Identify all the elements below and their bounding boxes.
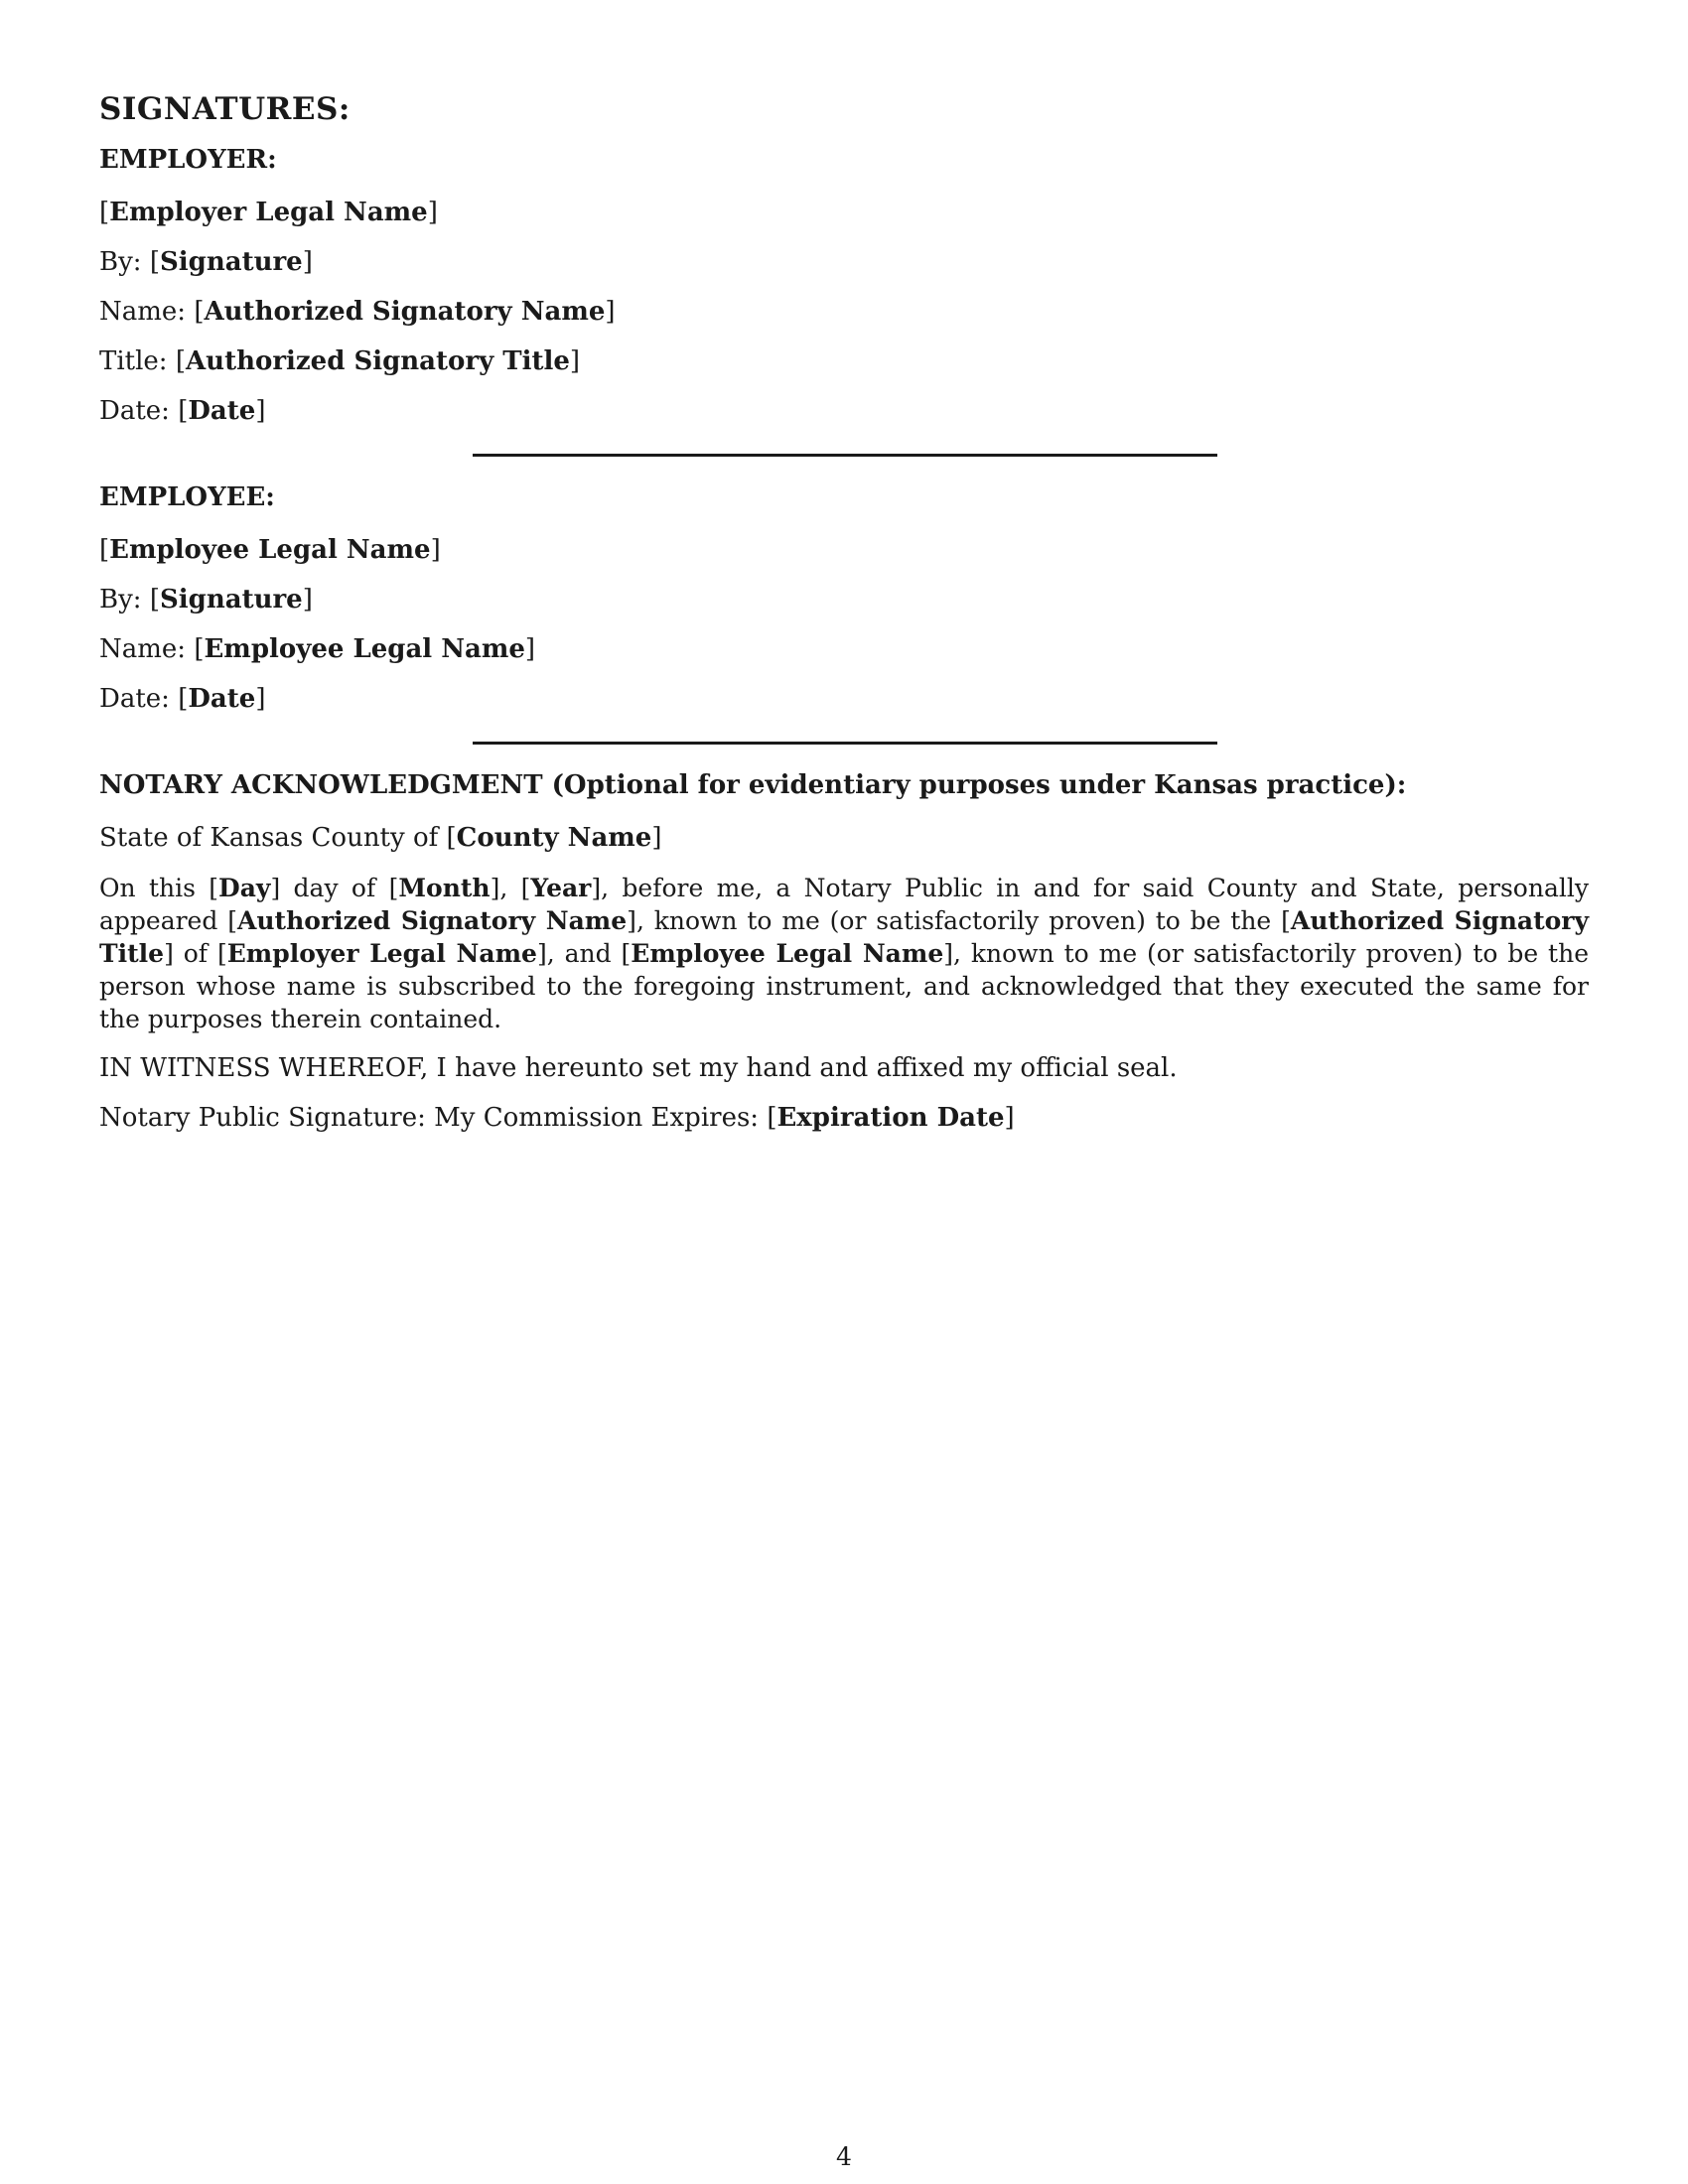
ack-text: , known to me (or satisfactorily proven) to be the xyxy=(635,906,1272,935)
employer-date-label: Date: xyxy=(99,396,170,426)
employer-legal-name-line: [Employer Legal Name] xyxy=(99,198,438,227)
employer-date-line: Date: [Date] xyxy=(99,396,266,426)
ack-month: Month xyxy=(398,874,491,902)
document-page xyxy=(99,91,1589,1152)
page-number: 4 xyxy=(836,2142,852,2171)
employer-signatory-title: Authorized Signatory Title xyxy=(186,346,570,376)
signatures-heading: SIGNATURES: xyxy=(99,91,351,127)
ack-text: , before me, a Notary Public in and for said County and State, personally appeared xyxy=(99,874,1589,935)
divider-rule xyxy=(473,742,1217,745)
employee-by-label: By: xyxy=(99,585,142,614)
ack-day: Day xyxy=(218,874,271,902)
ack-employee-name: Employee Legal Name xyxy=(631,939,944,968)
employee-name: Employee Legal Name xyxy=(204,634,525,664)
employee-date: Date xyxy=(188,684,256,714)
employee-name-line: Name: [Employee Legal Name] xyxy=(99,634,536,664)
ack-text: of xyxy=(183,939,209,968)
employer-title-line: Title: [Authorized Signatory Title] xyxy=(99,346,581,376)
employee-block xyxy=(99,482,1589,716)
employee-by-line: By: [Signature] xyxy=(99,585,313,614)
witness-statement: IN WITNESS WHEREOF, I have hereunto set my hand and affixed my official seal. xyxy=(99,1053,1178,1083)
notary-state-county-line: State of Kansas County of [County Name] xyxy=(99,823,662,853)
ack-employer-name: Employer Legal Name xyxy=(226,939,537,968)
state-county-label: State of Kansas County of xyxy=(99,823,439,853)
employee-signature: Signature xyxy=(159,585,303,614)
employer-legal-name: Employer Legal Name xyxy=(109,198,428,227)
ack-signatory-name: Authorized Signatory Name xyxy=(236,906,628,935)
employer-name-line: Name: [Authorized Signatory Name] xyxy=(99,297,616,327)
employer-signature: Signature xyxy=(159,247,303,277)
ack-text: On this xyxy=(99,874,196,902)
employer-heading: EMPLOYER: xyxy=(99,145,277,175)
employer-by-label: By: xyxy=(99,247,142,277)
ack-signatory-title: Authorized Signatory Title xyxy=(99,906,1590,968)
county-name: County Name xyxy=(456,823,652,853)
ack-text: , and xyxy=(546,939,612,968)
employer-name-label: Name: xyxy=(99,297,187,327)
employee-date-line: Date: [Date] xyxy=(99,684,266,714)
employee-legal-name: Employee Legal Name xyxy=(109,535,431,565)
employer-block xyxy=(99,145,1589,428)
ack-text: , known to me (or satisfactorily proven) to be the person whose name is subscribed to the foregoing instrument, and acknowledged that they executed the same for the purposes therein contained. xyxy=(99,939,1589,1033)
divider-rule xyxy=(473,454,1217,457)
ack-year: Year xyxy=(530,874,592,902)
employee-heading: EMPLOYEE: xyxy=(99,482,275,512)
expiration-date: Expiration Date xyxy=(776,1103,1005,1133)
employer-title-label: Title: xyxy=(99,346,168,376)
notary-block xyxy=(99,770,1589,1135)
notary-signature-label: Notary Public Signature: My Commission Expires: xyxy=(99,1103,760,1133)
notary-heading: NOTARY ACKNOWLEDGMENT (Optional for evidentiary purposes under Kansas practice): xyxy=(99,770,1407,800)
employer-by-line: By: [Signature] xyxy=(99,247,313,277)
employer-signatory-name: Authorized Signatory Name xyxy=(204,297,606,327)
notary-acknowledgment-paragraph: On this [Day] day of [Month], [Year], before me, a Notary Public in and for said County and State, personally appeared [Authorized Signatory Name], known to me (or satisfactorily proven) to be the [Authorized Signatory Title] of [Employer Legal Name], and [Employee Legal Name], known to me (or satisfactorily proven) to be the person whose name is subscribed to the foregoing instrument, and acknowledged that they executed the same for the purposes therein contained. xyxy=(99,874,1590,1033)
notary-signature-line: Notary Public Signature: My Commission Expires: [Expiration Date] xyxy=(99,1103,1015,1133)
employee-date-label: Date: xyxy=(99,684,170,714)
employee-name-label: Name: xyxy=(99,634,187,664)
ack-text: day of xyxy=(293,874,376,902)
employer-date: Date xyxy=(188,396,256,426)
employee-legal-name-line: [Employee Legal Name] xyxy=(99,535,441,565)
